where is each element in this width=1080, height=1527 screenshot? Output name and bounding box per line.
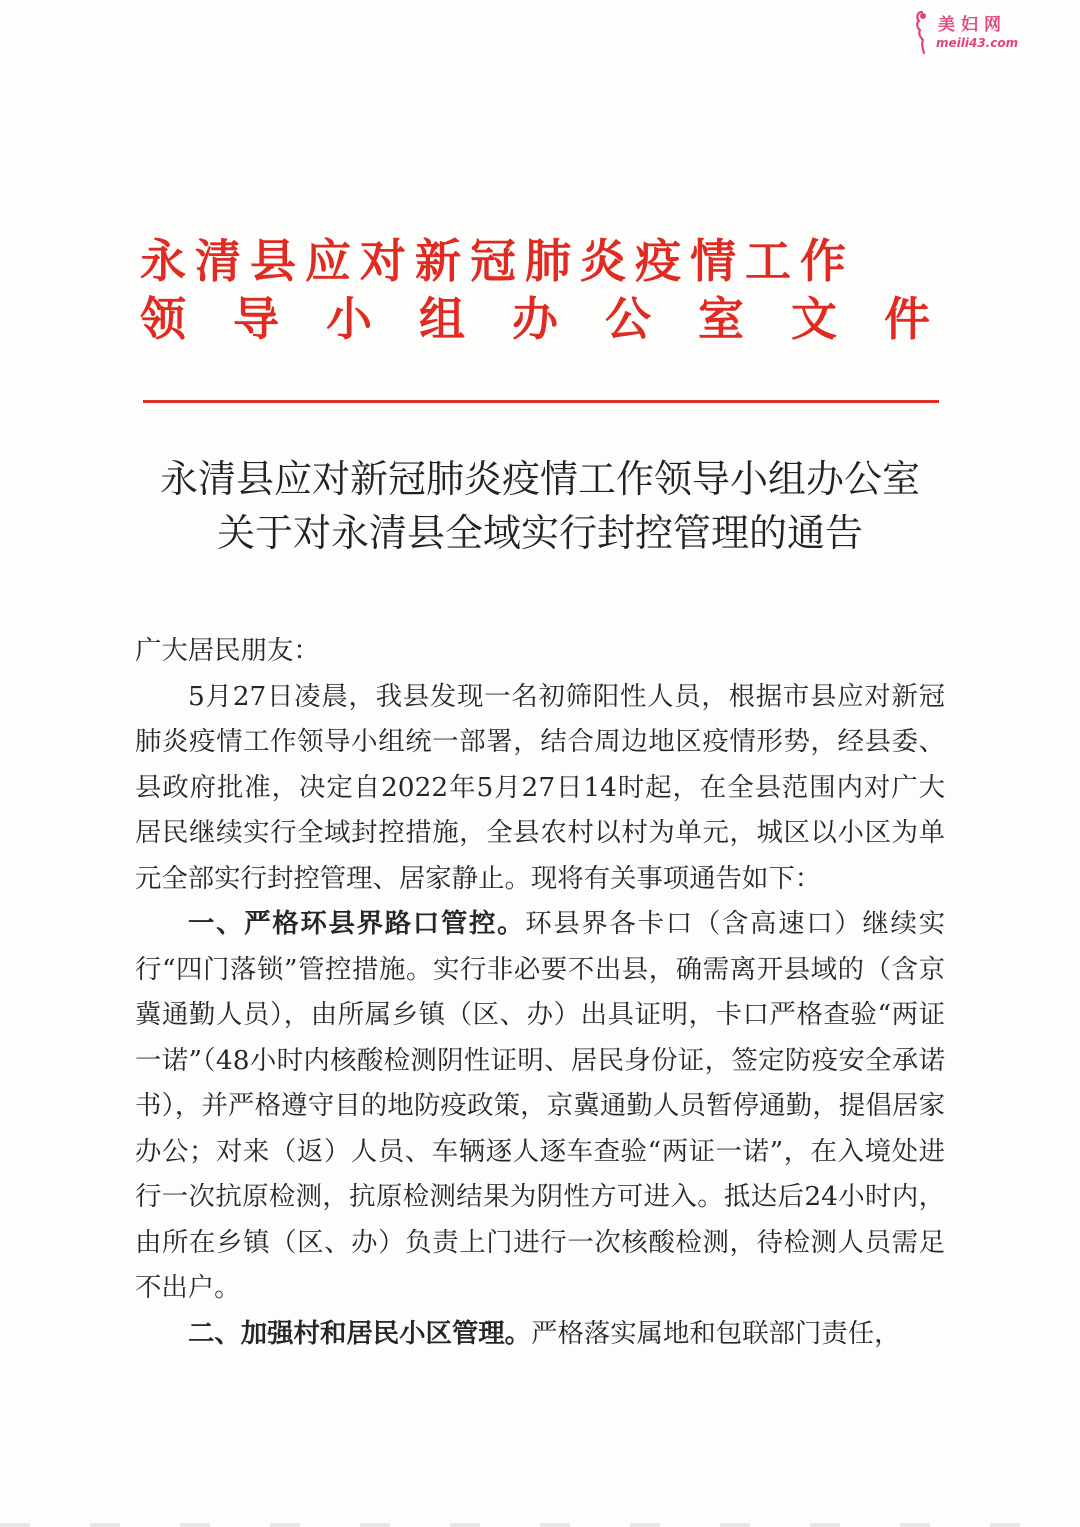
red-header-char: 公 [605, 292, 651, 346]
document-title-line2: 关于对永清县全域实行封控管理的通告 [216, 511, 863, 555]
watermark-title: 美妇网 [938, 15, 1007, 35]
paragraph-section1 [135, 901, 945, 1311]
section2-text: 严格落实属地和包联部门责任， [531, 1317, 901, 1349]
section2-heading: 二、加强村和居民小区管理。 [188, 1317, 532, 1349]
red-header-char: 导 [233, 292, 279, 346]
red-header-char: 室 [698, 292, 744, 346]
red-header-line1: 永清县应对新冠肺炎疫情工作 [140, 234, 855, 288]
document-title-line1: 永清县应对新冠肺炎疫情工作领导小组办公室 [159, 457, 920, 501]
document-body [135, 628, 945, 1356]
page-edge-marks [0, 1523, 1080, 1527]
red-header-char: 件 [884, 292, 930, 346]
red-header-char: 办 [512, 292, 558, 346]
section1-heading: 一、严格环县界路口管控。 [188, 908, 526, 939]
watermark-url: meili43.com [936, 36, 1019, 50]
red-header-line2 [140, 290, 930, 348]
red-header-char: 组 [419, 292, 465, 346]
red-header-char: 领 [140, 292, 186, 346]
paragraph-intro: 5月27日凌晨，我县发现一名初筛阳性人员，根据市县应对新冠肺炎疫情工作领导小组统一部署，结合周边地区疫情形势，经县委、县政府批准，决定自2022年5月27日14时起，在全县范围内对广大居民继续实行全域封控措施，全县农村以村为单元，城区以小区为单元全部实行封控管理、居家静止。现将有关事项通告如下： [135, 680, 945, 894]
section1-text: 环县界各卡口（含高速口）继续实行“四门落锁”管控措施。实行非必要不出县，确需离开县域的（含京冀通勤人员），由所属乡镇（区、办）出具证明，卡口严格查验“两证一诺”（48小时内核酸检测阴性证明、居民身份证，签定防疫安全承诺书），并严格遵守目的地防疫政策，京冀通勤人员暂停通勤，提倡居家办公；对来（返）人员、车辆逐人逐车查验“两证一诺”，在入境处进行一次抗原检测，抗原检测结果为阴性方可进入。抵达后24小时内，由所在乡镇（区、办）负责上门进行一次核酸检测，待检测人员需足不出户。 [135, 908, 946, 1303]
watermark-logo [906, 4, 1076, 58]
document-title [100, 452, 980, 560]
red-header-char: 小 [326, 292, 372, 346]
red-divider-line [143, 400, 939, 403]
red-header-char: 文 [791, 292, 837, 346]
paragraph-section2 [135, 1311, 945, 1357]
salutation: 广大居民朋友： [135, 635, 320, 666]
woman-silhouette-icon [912, 10, 932, 54]
